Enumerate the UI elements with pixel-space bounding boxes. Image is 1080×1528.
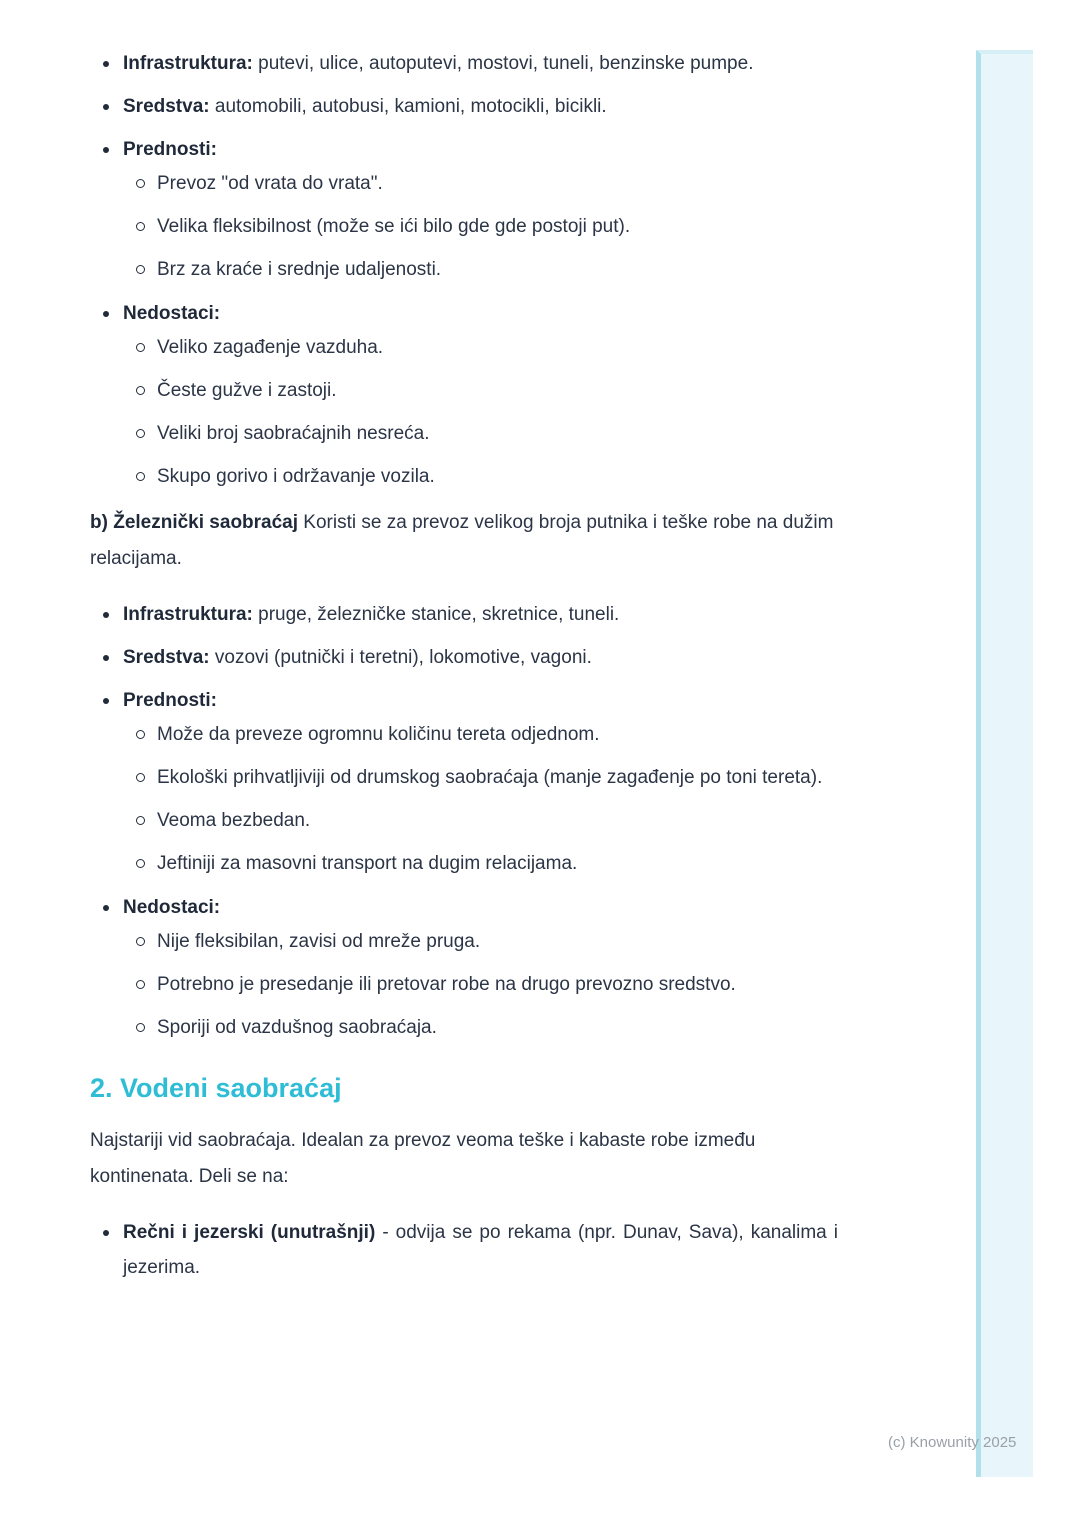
bullet-dot-icon: [103, 612, 109, 618]
bullet-circle-icon: [136, 937, 145, 946]
list-item: [90, 597, 838, 632]
list-item-text: Velika fleksibilnost (može se ići bilo gde gde postoji put).: [157, 216, 631, 237]
list-item: [123, 253, 838, 286]
list-item: [90, 640, 838, 675]
bullet-dot-icon: [103, 905, 109, 911]
water-section-heading: 2. Vodeni saobraćaj: [90, 1073, 342, 1103]
list-item: [123, 968, 838, 1001]
list-item: [90, 132, 838, 286]
term-text: pruge, železničke stanice, skretnice, tuneli.: [252, 604, 620, 625]
rail-advantages-sublist: [123, 718, 838, 880]
road-advantages-sublist: [123, 167, 838, 286]
list-item: [123, 210, 838, 243]
bullet-circle-icon: [136, 429, 145, 438]
water-transport-list: [90, 1215, 838, 1285]
bullet-circle-icon: [136, 472, 145, 481]
list-item-text: Skupo gorivo i održavanje vozila.: [157, 466, 435, 487]
list-item: [90, 89, 838, 124]
term-text: putevi, ulice, autoputevi, mostovi, tuneli, benzinske pumpe.: [252, 53, 754, 74]
bullet-circle-icon: [136, 179, 145, 188]
list-item: [90, 296, 838, 493]
term-label: Nedostaci:: [123, 303, 221, 324]
document-content: [90, 46, 838, 1293]
list-item: [123, 1011, 838, 1044]
list-item: [123, 847, 838, 880]
list-item: [90, 890, 838, 1044]
rail-transport-list: [90, 597, 838, 1044]
list-item: [123, 374, 838, 407]
water-intro-paragraph: Najstariji vid saobraćaja. Idealan za prevoz veoma teške i kabaste robe između kontinenata. Deli se na:: [90, 1130, 756, 1187]
list-item-text: Ekološki prihvatljiviji od drumskog saobraćaja (manje zagađenje po toni tereta).: [157, 767, 823, 788]
list-item-text: Nije fleksibilan, zavisi od mreže pruga.: [157, 931, 481, 952]
list-item-text: Česte gužve i zastoji.: [157, 380, 337, 401]
bullet-circle-icon: [136, 222, 145, 231]
list-item: [123, 331, 838, 364]
term-text: - odvija se po rekama (npr. Dunav, Sava), kanalima i jezerima.: [123, 1222, 838, 1278]
term-label: Prednosti:: [123, 139, 217, 160]
term-label: Rečni i jezerski (unutrašnji): [123, 1222, 376, 1243]
list-item: [123, 460, 838, 493]
list-item-text: Prevoz "od vrata do vrata".: [157, 173, 383, 194]
list-item: [123, 761, 838, 794]
term-text: vozovi (putnički i teretni), lokomotive, vagoni.: [209, 647, 592, 668]
bullet-circle-icon: [136, 980, 145, 989]
bullet-dot-icon: [103, 1230, 109, 1236]
bullet-circle-icon: [136, 265, 145, 274]
list-item-text: Veoma bezbedan.: [157, 810, 311, 831]
list-item-text: Veliko zagađenje vazduha.: [157, 337, 384, 358]
bullet-dot-icon: [103, 311, 109, 317]
bullet-circle-icon: [136, 730, 145, 739]
term-label: Sredstva:: [123, 647, 210, 668]
road-disadvantages-sublist: [123, 331, 838, 493]
list-item-text: Sporiji od vazdušnog saobraćaja.: [157, 1017, 437, 1038]
list-item-text: Brz za kraće i srednje udaljenosti.: [157, 259, 442, 280]
term-label: Sredstva:: [123, 96, 210, 117]
page-edge-decoration: [976, 50, 1033, 1477]
list-item: [123, 804, 838, 837]
bullet-dot-icon: [103, 61, 109, 67]
bullet-circle-icon: [136, 859, 145, 868]
list-item: [123, 925, 838, 958]
bullet-dot-icon: [103, 655, 109, 661]
copyright-footer: (c) Knowunity 2025: [888, 1434, 1017, 1451]
list-item: [90, 46, 838, 81]
bullet-circle-icon: [136, 773, 145, 782]
list-item-text: Jeftiniji za masovni transport na dugim relacijama.: [157, 853, 578, 874]
bullet-dot-icon: [103, 104, 109, 110]
term-label: Infrastruktura:: [123, 604, 253, 625]
bullet-circle-icon: [136, 386, 145, 395]
bullet-dot-icon: [103, 147, 109, 153]
list-item: [90, 1215, 838, 1285]
rail-disadvantages-sublist: [123, 925, 838, 1044]
bullet-circle-icon: [136, 343, 145, 352]
list-item-text: Veliki broj saobraćajnih nesreća.: [157, 423, 430, 444]
road-transport-list: [90, 46, 838, 493]
bullet-dot-icon: [103, 698, 109, 704]
bullet-circle-icon: [136, 1023, 145, 1032]
list-item-text: Može da preveze ogromnu količinu tereta odjednom.: [157, 724, 600, 745]
list-item: [123, 417, 838, 450]
term-label: Nedostaci:: [123, 897, 221, 918]
list-item-text: Potrebno je presedanje ili pretovar robe na drugo prevozno sredstvo.: [157, 974, 736, 995]
term-label: Infrastruktura:: [123, 53, 253, 74]
list-item: [90, 683, 838, 880]
rail-section-label: b) Železnički saobraćaj: [90, 512, 299, 533]
term-label: Prednosti:: [123, 690, 217, 711]
rail-intro-paragraph: [90, 505, 838, 577]
list-item: [123, 718, 838, 751]
bullet-circle-icon: [136, 816, 145, 825]
rail-intro-text: Koristi se za prevoz velikog broja putnika i teške robe na dužim relacijama.: [90, 512, 834, 569]
list-item: [123, 167, 838, 200]
term-text: automobili, autobusi, kamioni, motocikli, bicikli.: [209, 96, 607, 117]
